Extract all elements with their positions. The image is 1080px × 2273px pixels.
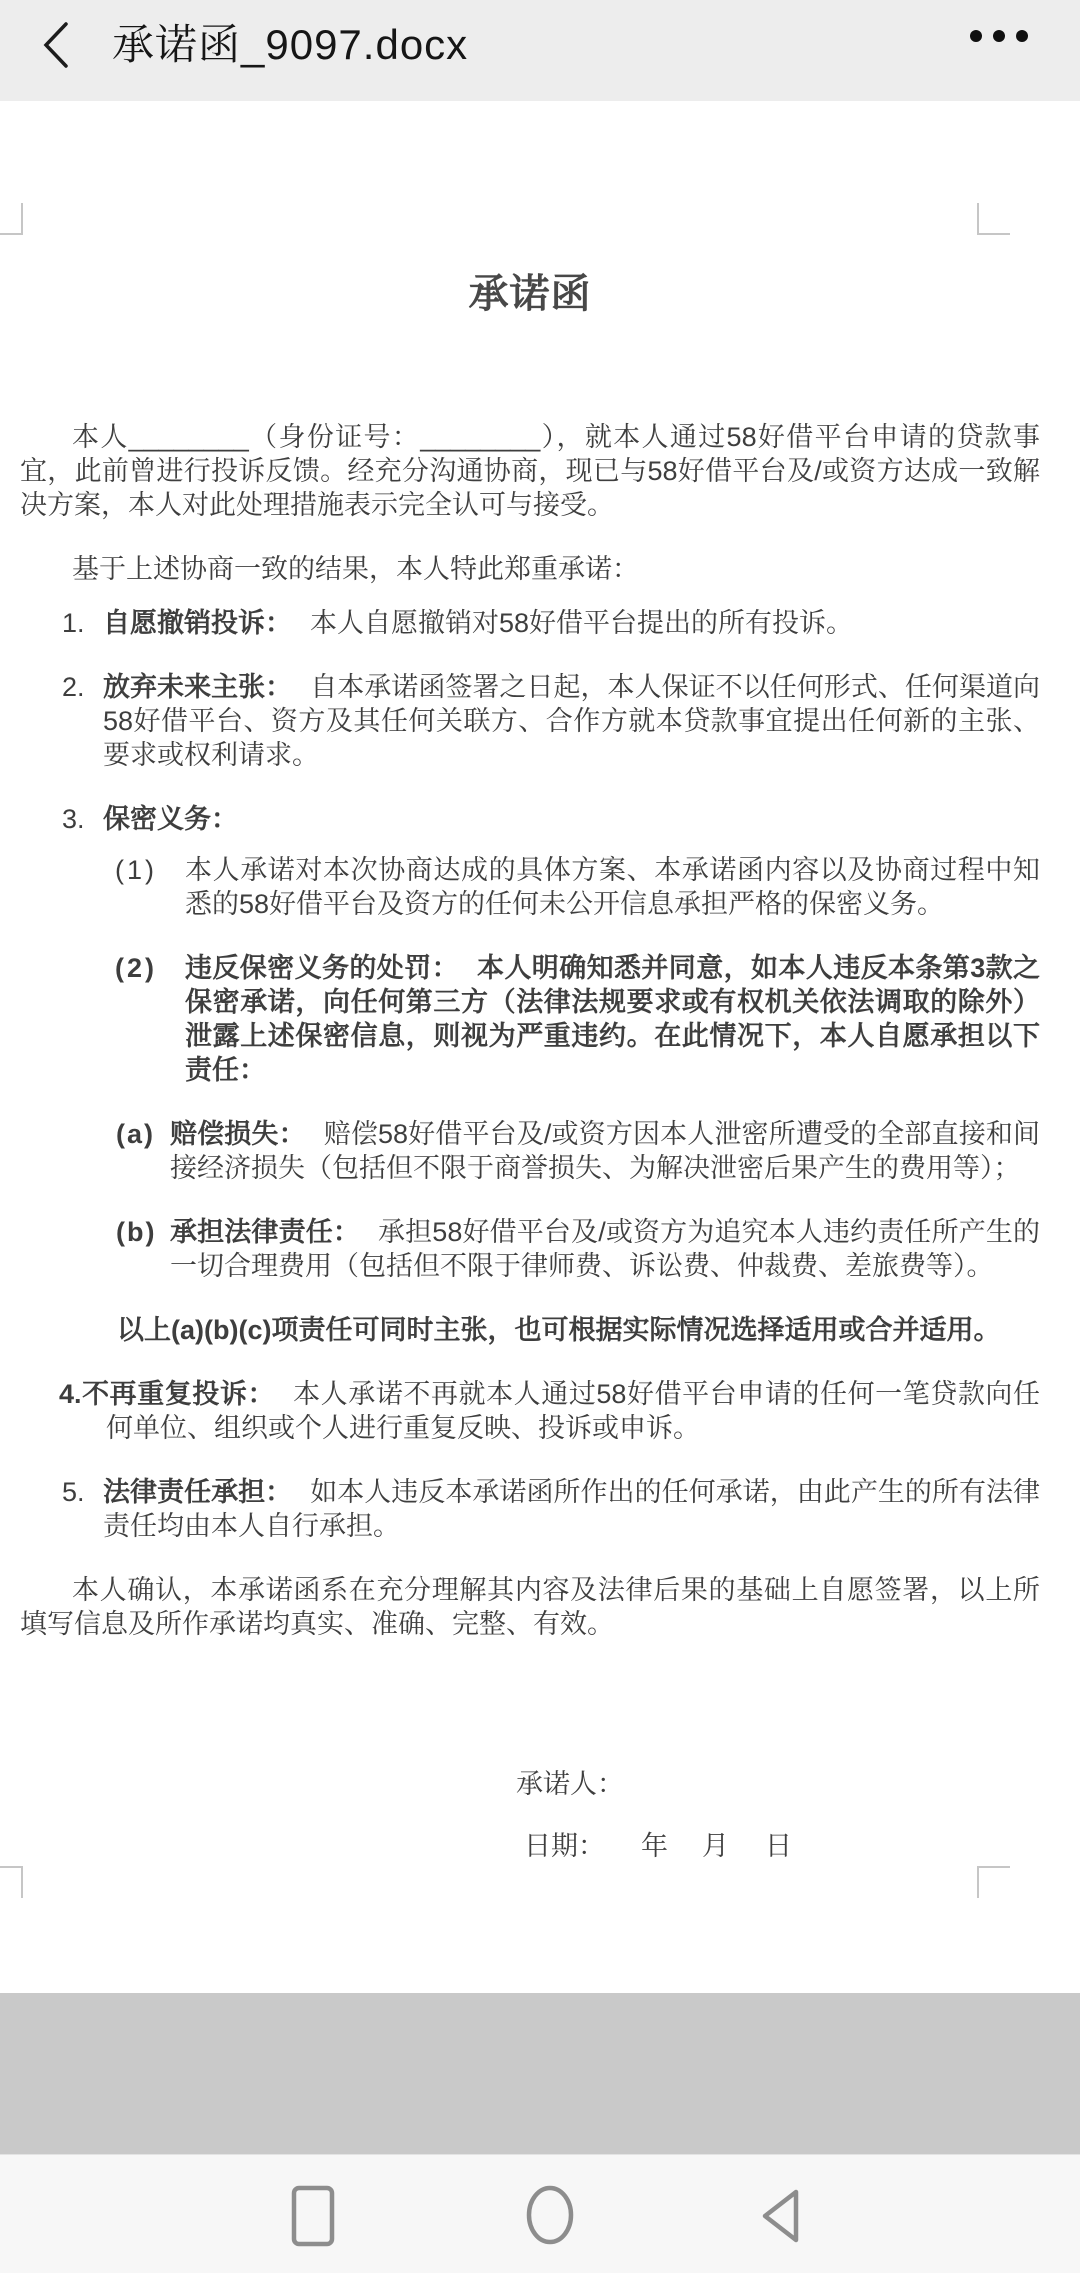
date-year-label: 年 — [641, 1831, 668, 1861]
document-filename: 承诺函_9097.docx — [112, 21, 469, 68]
liability-summary-line: 以上(a)(b)(c)项责任可同时主张，也可根据实际情况选择适用或合并适用。 — [117, 1315, 1001, 1345]
sub-item-a-text: 赔偿58好借平台及/或资方因本人泄密所遭受的全部直接和间接经济损失（包括但不限于商誉损失、为解决泄密后果产生的费用等）； — [170, 1119, 1040, 1183]
list-item-3-label: 保密义务： — [103, 804, 238, 834]
sub-item-b-marker: (b) — [116, 1217, 157, 1247]
list-item-5 — [20, 1475, 1040, 1543]
page-end-band — [0, 1993, 1080, 2154]
sub-item-2-marker: (2) — [115, 953, 157, 983]
list-item-5-label: 法律责任承担： — [103, 1477, 293, 1507]
paragraph-preamble: 基于上述协商一致的结果，本人特此郑重承诺： — [72, 554, 639, 584]
list-item-5-marker: 5. — [62, 1477, 85, 1507]
page-corner-mark-bottom-left — [0, 1866, 23, 1898]
document-title: 承诺函 — [468, 272, 592, 316]
sub-item-1-text: 本人承诺对本次协商达成的具体方案、本承诺函内容以及协商过程中知悉的58好借平台及资方的任何未公开信息承担严格的保密义务。 — [185, 855, 1040, 919]
home-circle-icon[interactable] — [525, 2184, 575, 2246]
list-item-4-marker: 4. — [59, 1379, 82, 1409]
document-body — [0, 270, 1080, 1863]
android-navbar — [0, 2154, 1080, 2273]
back-triangle-icon[interactable] — [756, 2187, 804, 2245]
date-day-label: 日 — [765, 1831, 792, 1861]
topbar — [0, 0, 1080, 101]
list-item-5-text: 如本人违反本承诺函所作出的任何承诺，由此产生的所有法律责任均由本人自行承担。 — [103, 1477, 1041, 1541]
sub-item-a-marker: (a) — [116, 1119, 155, 1149]
list-item-1-text: 本人自愿撤销对58好借平台提出的所有投诉。 — [310, 608, 854, 638]
date-month-label: 月 — [702, 1831, 729, 1861]
list-item-3 — [20, 802, 1040, 836]
sub-item-b-label: 承担法律责任： — [170, 1217, 361, 1247]
sub-item-2-text: 本人明确知悉并同意，如本人违反本条第3款之保密承诺，向任何第三方（法律法规要求或有权机关依法调取的除外）泄露上述保密信息，则视为严重违约。在此情况下，本人自愿承担以下责任： — [185, 953, 1041, 1085]
sub-item-a-label: 赔偿损失： — [170, 1119, 306, 1149]
date-label: 日期： — [524, 1831, 605, 1861]
signature-date-line — [524, 1829, 1040, 1863]
sub-item-b — [20, 1215, 1040, 1283]
sub-item-1 — [20, 853, 1040, 921]
paragraph-intro: 本人________（身份证号：________），就本人通过58好借平台申请的贷款事宜，此前曾进行投诉反馈。经充分沟通协商，现已与58好借平台及/或资方达成一致解决方案，本人对此处理措施表示完全认可与接受。 — [20, 422, 1040, 520]
list-item-1-label: 自愿撤销投诉： — [103, 608, 292, 638]
recents-square-icon[interactable] — [291, 2185, 335, 2247]
sub-item-1-marker: (1) — [115, 855, 157, 885]
list-item-4 — [20, 1377, 1040, 1445]
page-corner-mark-bottom-right — [977, 1866, 1010, 1898]
list-item-1 — [20, 606, 1040, 640]
list-item-2-text: 自本承诺函签署之日起，本人保证不以任何形式、任何渠道向58好借平台、资方及其任何关联方、合作方就本贷款事宜提出任何新的主张、要求或权利请求。 — [103, 672, 1041, 770]
document-page — [0, 101, 1080, 1993]
list-item-2-marker: 2. — [62, 672, 85, 702]
list-item-4-label: 不再重复投诉： — [81, 1379, 276, 1409]
sub-item-2-label: 违反保密义务的处罚： — [185, 953, 459, 983]
page-corner-mark-top-right — [977, 203, 1010, 235]
sub-item-b-text: 承担58好借平台及/或资方为追究本人违约责任所产生的一切合理费用（包括但不限于律师费、诉讼费、仲裁费、差旅费等）。 — [170, 1217, 1040, 1281]
paragraph-closing: 本人确认，本承诺函系在充分理解其内容及法律后果的基础上自愿签署，以上所填写信息及所作承诺均真实、准确、完整、有效。 — [20, 1575, 1040, 1639]
page-corner-mark-top-left — [0, 203, 23, 235]
list-item-1-marker: 1. — [62, 608, 85, 638]
list-item-4-text: 本人承诺不再就本人通过58好借平台申请的任何一笔贷款向任何单位、组织或个人进行重复反映、投诉或申诉。 — [106, 1379, 1041, 1443]
signature-by-label: 承诺人： — [516, 1769, 624, 1799]
signature-block — [516, 1767, 1040, 1863]
list-item-3-marker: 3. — [62, 804, 85, 834]
sub-item-2 — [20, 951, 1040, 1087]
list-item-2-label: 放弃未来主张： — [103, 672, 293, 702]
more-menu-icon[interactable] — [970, 30, 1028, 44]
back-icon[interactable] — [38, 20, 74, 70]
list-item-2 — [20, 670, 1040, 772]
sub-item-a — [20, 1117, 1040, 1185]
